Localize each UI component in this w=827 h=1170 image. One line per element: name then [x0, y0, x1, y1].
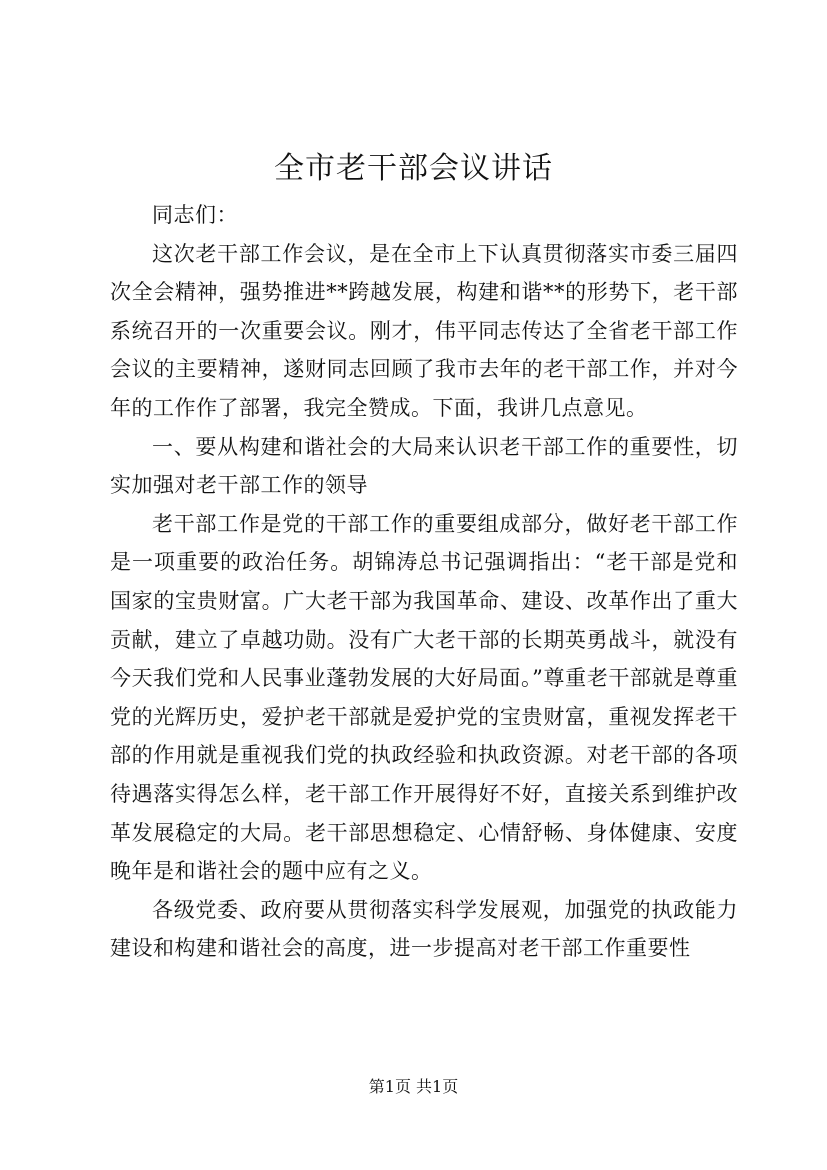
section-heading-paragraph: 一、要从构建和谐社会的大局来认识老干部工作的重要性，切实加强对老干部工作的领导: [110, 434, 738, 498]
body-paragraph: 老干部工作是党的干部工作的重要组成部分，做好老干部工作是一项重要的政治任务。胡锦涛总书记强调指出：“老干部是党和国家的宝贵财富。广大老干部为我国革命、建设、改革作出了重大贡献，建立了卓越功勋。没有广大老干部的长期英勇战斗，就没有今天我们党和人民事业蓬勃发展的大好局面。”尊重老干部就是尊重党的光辉历史，爱护老干部就是爱护党的宝贵财富，重视发挥老干部的作用就是重视我们党的执政经验和执政资源。对老干部的各项待遇落实得怎么样，老干部工作开展得好不好，直接关系到维护改革发展稳定的大局。老干部思想稳定、心情舒畅、身体健康、安度晚年是和谐社会的题中应有之义。: [110, 511, 738, 884]
page-number-footer: 第1页 共1页: [368, 1077, 459, 1096]
body-paragraph: 各级党委、政府要从贯彻落实科学发展观，加强党的执政能力建设和构建和谐社会的高度，进一步提高对老干部工作重要性: [110, 897, 738, 961]
salutation-paragraph: 同志们：: [152, 203, 238, 227]
document-body: [110, 196, 738, 968]
document-title: 全市老干部会议讲话: [274, 151, 553, 186]
intro-paragraph: 这次老干部工作会议，是在全市上下认真贯彻落实市委三届四次全会精神，强势推进**跨越发展，构建和谐**的形势下，老干部系统召开的一次重要会议。刚才，伟平同志传达了全省老干部工作会议的主要精神，遂财同志回顾了我市去年的老干部工作，并对今年的工作作了部署，我完全赞成。下面，我讲几点意见。: [110, 241, 738, 420]
